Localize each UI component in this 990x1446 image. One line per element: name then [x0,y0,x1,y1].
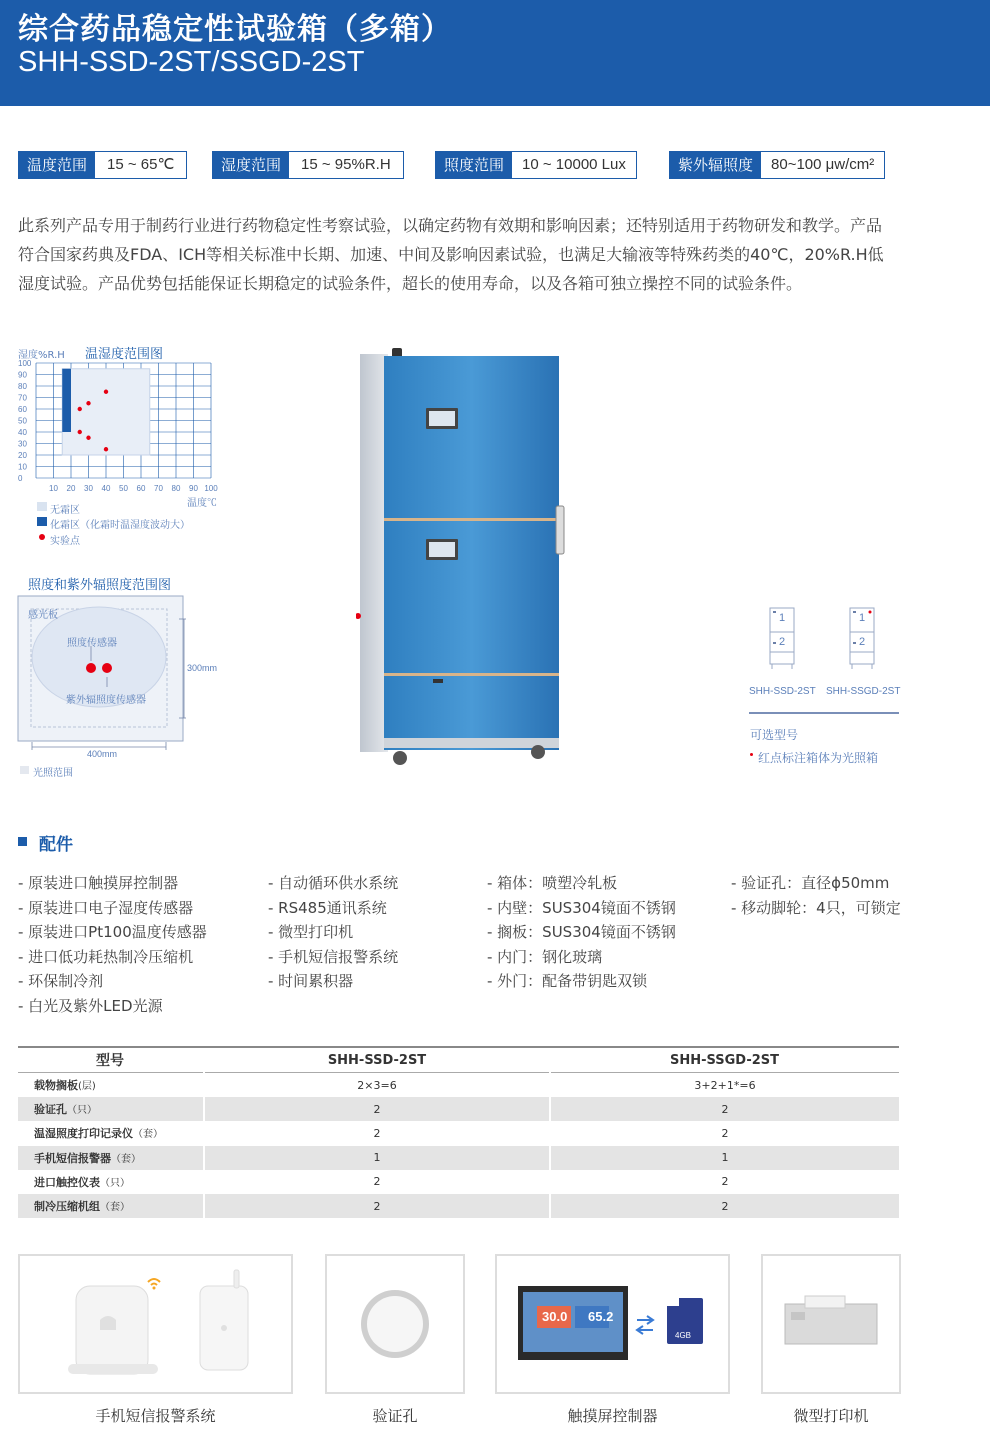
accessory-item: - 自动循环供水系统 [268,874,399,892]
accessory-item: - 微型打印机 [268,923,354,942]
test-point [104,390,108,394]
table-cell: 制冷压缩机组（套） [18,1194,204,1218]
test-point [104,447,108,451]
spec-value: 15 ~ 95%R.H [301,156,391,173]
spec-illuminance [435,151,637,179]
photosensitive-plate-label: 感光板 [28,610,58,621]
accessories-title: 配件 [39,835,73,855]
accessory-item: - 环保制冷剂 [18,972,104,991]
model-note: 红点标注箱体为光照箱 [758,751,879,765]
intro-line: 湿度试验。产品优势包括能保证长期稳定的试验条件，超长的使用寿命，以及各箱可独立操控不同的试验条件。 [18,274,803,293]
table-row [18,1194,899,1218]
y-tick-label: 70 [18,393,27,403]
accessory-item: - RS485通讯系统 [268,898,387,917]
frost-free-zone [62,369,150,455]
x-tick-label: 20 [66,484,76,493]
caption-sms-alarm: 手机短信报警系统 [95,1407,216,1425]
depth-dimension: 300mm [187,663,218,673]
accessories-col4 [731,871,901,920]
chart-title: 温湿度范围图 [85,347,164,362]
uv-sensor-label: 紫外辐照度传感器 [66,695,146,706]
table-cell: 验证孔（只） [18,1097,204,1121]
sd-card-label: 4GB [675,1331,692,1340]
stability-chamber-illustration [356,346,572,772]
table-header-row [18,1047,899,1073]
table-cell: 2 [204,1097,550,1121]
test-point [86,401,90,405]
photo-micro-printer [761,1254,901,1394]
spec-uv [669,151,885,179]
page-title: 综合药品稳定性试验箱（多箱） [18,12,452,47]
light-diagram-title: 照度和紫外辐照度范围图 [28,578,172,593]
table-row [18,1097,899,1121]
x-tick-label: 90 [189,484,198,493]
defrost-zone [62,369,71,432]
table-row [18,1121,899,1145]
x-tick-label: 60 [136,484,146,493]
table-row [18,1146,899,1170]
accessory-item: - 外门：配备带钥匙双锁 [487,972,648,991]
table-header: SHH-SSGD-2ST [550,1047,899,1073]
caption-verification-hole: 验证孔 [372,1407,418,1425]
spec-value: 15 ~ 65℃ [107,156,175,173]
test-point [78,430,82,434]
intro-paragraph [18,211,908,298]
legend-defrost: 化霜区（化霜时温湿度波动大） [50,520,190,531]
table-row [18,1170,899,1194]
accessory-item: - 内门：钢化玻璃 [487,947,603,966]
model2-tier1: 1 [859,612,866,624]
intro-line: 此系列产品专用于制药行业进行药物稳定性考察试验，以确定药物有效期和影响因素；还特别适用于药物研发和教学。产品 [18,216,883,235]
photo-touch-controller [495,1254,730,1394]
table-cell: 2 [550,1097,899,1121]
accessory-item: - 验证孔：直径ɸ50mm [731,874,890,892]
table-header: SHH-SSD-2ST [204,1047,550,1073]
x-tick-label: 50 [119,484,128,493]
y-tick-label: 20 [18,451,27,460]
accessory-item: - 进口低功耗热制冷压缩机 [18,947,194,966]
y-tick-label: 50 [18,416,27,426]
x-tick-label: 80 [171,484,181,493]
screen-humidity: 65.2 [588,1309,614,1324]
accessories-col2 [268,871,398,994]
table-header: 型号 [18,1047,204,1073]
caption-micro-printer: 微型打印机 [793,1407,869,1425]
caption-touch-controller: 触摸屏控制器 [567,1407,658,1425]
humidity-chart [14,358,224,504]
accessory-item: - 移动脚轮：4只，可锁定 [731,898,901,917]
y-tick-label: 60 [18,405,27,414]
accessory-item: - 手机短信报警系统 [268,947,399,966]
table-cell: 温湿照度打印记录仪（套） [34,1127,163,1141]
legend-swatch-defrost [37,517,47,526]
table-cell: 进口触控仪表（只） [34,1175,130,1189]
y-tick-label: 0 [18,474,23,483]
spec-value: 10 ~ 10000 Lux [522,156,626,173]
uv-sensor-dot [102,663,112,673]
x-tick-label: 30 [84,484,93,493]
y-tick-label: 10 [18,462,27,472]
y-tick-label: 80 [18,382,27,391]
table-cell: 1 [204,1146,550,1170]
accessory-item: - 搁板：SUS304镜面不锈钢 [487,923,676,942]
accessory-item: - 箱体：喷塑冷轧板 [487,874,618,892]
spec-temperature [18,151,187,179]
table-cell: 2 [204,1170,550,1194]
y-tick-label: 30 [18,439,27,449]
legend-swatch-light-range [20,766,29,774]
accessory-item: - 原装进口触摸屏控制器 [18,874,179,892]
accessory-item: - 原装进口电子湿度传感器 [18,898,194,917]
x-tick-label: 10 [49,484,58,493]
screen-temperature: 30.0 [542,1309,568,1324]
x-tick-label: 100 [204,484,218,493]
spec-humidity [212,151,404,179]
legend-swatch-frost-free [37,502,47,511]
spec-label: 照度范围 [436,152,512,178]
legend-frost-free: 无霜区 [50,505,80,516]
intro-line: 符合国家药典及FDA、ICH等相关标准中长期、加速、中间及影响因素试验，也满足大输液等特殊药类的40℃，20%R.H低 [18,245,884,264]
model2-label: SHH-SSGD-2ST [826,686,901,697]
accessory-item: - 原装进口Pt100温度传感器 [18,923,207,942]
test-point [86,436,90,440]
illum-sensor-dot [86,663,96,673]
width-dimension: 400mm [87,749,118,759]
chart-y-axis-label: 湿度%R.H [18,350,65,361]
table-cell: 载物搁板(层) [34,1079,96,1093]
x-tick-label: 70 [154,484,163,493]
y-tick-label: 90 [18,370,27,380]
table-cell: 2 [721,1126,729,1140]
table-cell: 3+2+1*=6 [694,1078,756,1092]
accessory-item: - 内壁：SUS304镜面不锈钢 [487,898,676,917]
accessories-col3 [487,871,676,994]
y-tick-label: 100 [18,359,32,368]
legend-light-range: 光照范围 [33,768,73,779]
spec-label: 紫外辐照度 [670,152,761,178]
legend-test-point: 实验点 [50,536,80,547]
table-cell: 2 [550,1194,899,1218]
x-tick-label: 40 [101,484,111,493]
table-cell: 2 [721,1175,729,1189]
model-caption: 可选型号 [750,728,799,742]
table-cell: 2×3=6 [204,1073,550,1098]
spec-value: 80~100 μw/cm² [771,156,875,173]
model1-label: SHH-SSD-2ST [749,686,816,697]
model-title: SHH-SSD-2ST/SSGD-2ST [18,46,365,78]
photo-verification-hole [325,1254,465,1394]
spec-table [18,1046,899,1218]
model1-tier1: 1 [779,612,786,624]
section-marker [18,837,27,846]
divider [749,712,899,714]
table-cell: 1 [550,1146,899,1170]
model1-tier2: 2 [779,636,786,648]
photo-sms-alarm [18,1254,293,1394]
accessory-item: - 时间累积器 [268,972,354,991]
table-cell: 2 [204,1121,550,1145]
accessory-item: - 白光及紫外LED光源 [18,996,163,1015]
illum-sensor-label: 照度传感器 [67,638,117,649]
table-cell: 2 [204,1194,550,1218]
spec-label: 温度范围 [19,152,95,178]
spec-label: 湿度范围 [213,152,289,178]
model2-tier2: 2 [859,636,866,648]
accessories-col1 [18,871,207,1019]
y-tick-label: 40 [18,428,27,437]
table-cell: 手机短信报警器（套） [18,1146,204,1170]
chart-x-axis-label: 温度℃ [187,498,217,509]
test-point [78,407,82,411]
table-row [18,1073,899,1098]
note-dot [750,753,753,756]
legend-swatch-test-point [39,534,45,540]
